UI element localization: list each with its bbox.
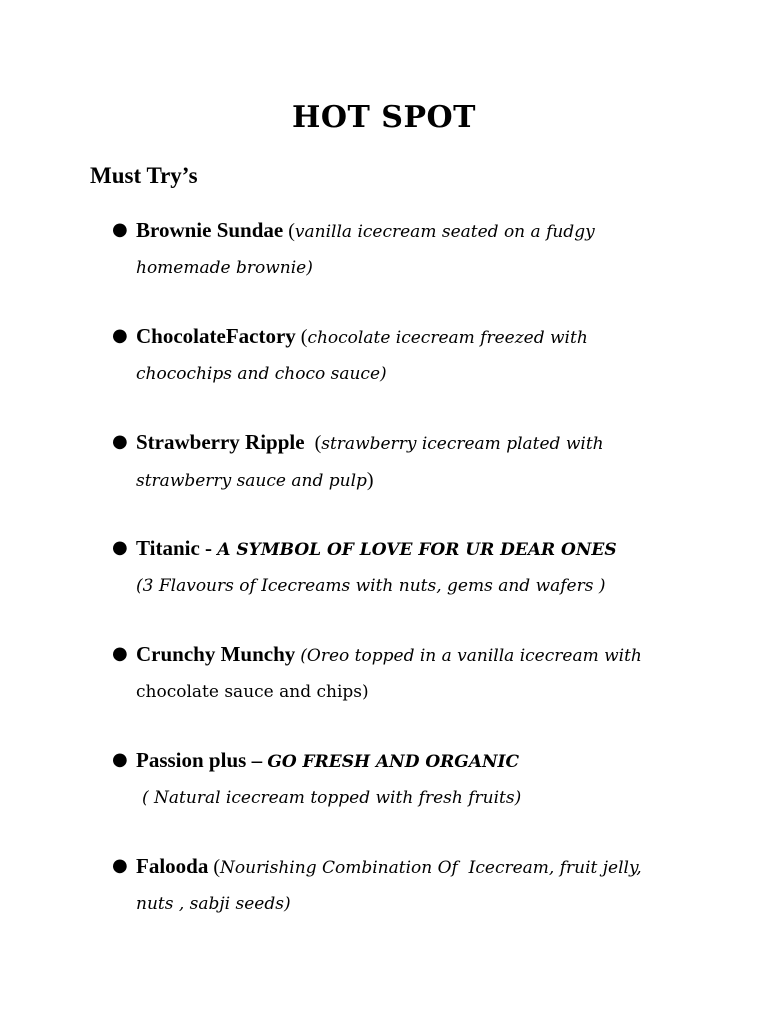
menu-item-titanic: [110, 530, 690, 636]
item-name: Passion plus: [136, 748, 247, 772]
item-description: Nourishing Combination Of Icecream, fruit jelly,: [220, 858, 642, 878]
item-description-continued: chocochips and choco sauce): [136, 364, 387, 384]
item-description-continued: strawberry sauce and pulp: [136, 471, 367, 491]
item-separator: –: [246, 748, 268, 772]
item-paren: (: [295, 326, 308, 348]
bullet-icon: ●: [112, 643, 128, 664]
menu-item-falooda: [110, 848, 690, 954]
item-description: vanilla icecream seated on a fudgy: [294, 222, 595, 242]
bullet-icon: ●: [112, 325, 128, 346]
item-paren: (: [304, 432, 322, 454]
item-name: Brownie Sundae: [136, 218, 284, 242]
bullet-icon: ●: [112, 431, 128, 452]
item-name: Crunchy Munchy: [136, 642, 296, 666]
menu-item-brownie-sundae: [110, 212, 690, 318]
item-description: (Oreo topped in a vanilla icecream with: [300, 646, 642, 666]
item-description: ( Natural icecream topped with fresh fruits): [142, 788, 522, 808]
item-name: Strawberry Ripple: [136, 430, 305, 454]
bullet-icon: ●: [112, 855, 128, 876]
section-heading: Must Try’s: [90, 163, 198, 188]
item-paren: (: [208, 856, 221, 878]
item-description-continued: nuts , sabji seeds): [136, 894, 291, 914]
bullet-icon: ●: [112, 749, 128, 770]
item-description: (3 Flavours of Icecreams with nuts, gems and wafers ): [136, 576, 606, 596]
page-title: HOT SPOT: [292, 100, 476, 135]
item-tagline: A SYMBOL OF LOVE FOR UR DEAR ONES: [217, 540, 617, 560]
item-description-line: [136, 462, 690, 499]
bullet-icon: ●: [112, 219, 128, 240]
item-description-continued: homemade brownie): [136, 258, 313, 278]
bullet-icon: ●: [112, 537, 128, 558]
item-name: ChocolateFactory: [136, 324, 296, 348]
item-separator: -: [199, 536, 218, 560]
item-description: chocolate icecream freezed with: [307, 328, 588, 348]
item-paren-close: ): [366, 469, 374, 491]
menu-item-strawberry-ripple: [110, 424, 690, 530]
item-tagline: GO FRESH AND ORGANIC: [267, 752, 520, 772]
menu-item-crunchy-munchy: [110, 636, 690, 742]
item-description: strawberry icecream plated with: [321, 434, 604, 454]
item-name: Falooda: [136, 854, 209, 878]
menu-item-passion-plus: [110, 742, 690, 848]
menu-list: [110, 212, 690, 954]
item-name: Titanic: [136, 536, 200, 560]
item-description-continued: chocolate sauce and chips): [136, 682, 369, 702]
item-paren: (: [283, 220, 295, 242]
menu-item-chocolate-factory: [110, 318, 690, 424]
